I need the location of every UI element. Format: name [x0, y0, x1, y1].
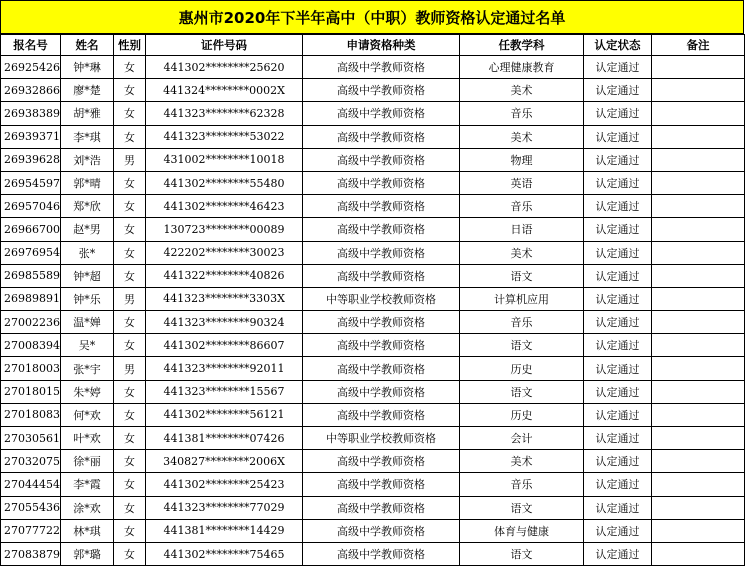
table-row — [1, 334, 745, 357]
name-cell[interactable]: 李*琪 — [61, 125, 114, 148]
name-cell[interactable]: 徐*丽 — [61, 450, 114, 473]
status-cell[interactable]: 认定通过 — [584, 403, 652, 426]
table-row — [1, 311, 745, 334]
table-row — [1, 542, 745, 565]
application-no-cell[interactable]: 26939371 — [1, 125, 61, 148]
gender-cell[interactable]: 女 — [114, 334, 146, 357]
table-row — [1, 264, 745, 287]
subject-cell[interactable]: 会计 — [460, 427, 584, 450]
name-cell[interactable]: 刘*浩 — [61, 148, 114, 171]
qualification-type-cell[interactable]: 高级中学教师资格 — [303, 311, 460, 334]
status-cell[interactable]: 认定通过 — [584, 473, 652, 496]
subject-cell[interactable]: 日语 — [460, 218, 584, 241]
name-cell[interactable]: 涂*欢 — [61, 496, 114, 519]
remarks-cell[interactable] — [652, 427, 745, 450]
id-number-cell[interactable]: 441323********3303X — [146, 287, 303, 310]
status-cell[interactable]: 认定通过 — [584, 427, 652, 450]
id-number-cell[interactable]: 441302********56121 — [146, 403, 303, 426]
remarks-cell[interactable] — [652, 195, 745, 218]
status-cell[interactable]: 认定通过 — [584, 125, 652, 148]
id-number-cell[interactable]: 441302********75465 — [146, 542, 303, 565]
table-row — [1, 519, 745, 542]
remarks-cell[interactable] — [652, 102, 745, 125]
name-cell[interactable]: 张* — [61, 241, 114, 264]
remarks-cell[interactable] — [652, 287, 745, 310]
subject-cell[interactable]: 英语 — [460, 171, 584, 194]
qualification-type-cell[interactable]: 高级中学教师资格 — [303, 542, 460, 565]
gender-cell[interactable]: 女 — [114, 264, 146, 287]
status-cell[interactable]: 认定通过 — [584, 195, 652, 218]
table-row — [1, 125, 745, 148]
id-number-cell[interactable]: 441323********15567 — [146, 380, 303, 403]
table-row — [1, 79, 745, 102]
id-number-cell[interactable]: 441381********07426 — [146, 427, 303, 450]
status-cell[interactable]: 认定通过 — [584, 380, 652, 403]
gender-cell[interactable]: 女 — [114, 56, 146, 79]
name-cell[interactable]: 钟*超 — [61, 264, 114, 287]
subject-cell[interactable]: 音乐 — [460, 473, 584, 496]
qualification-type-cell[interactable]: 高级中学教师资格 — [303, 171, 460, 194]
subject-cell[interactable]: 美术 — [460, 125, 584, 148]
remarks-cell[interactable] — [652, 311, 745, 334]
gender-cell[interactable]: 男 — [114, 148, 146, 171]
remarks-cell[interactable] — [652, 148, 745, 171]
table-row — [1, 148, 745, 171]
table-row — [1, 403, 745, 426]
subject-cell[interactable]: 体育与健康 — [460, 519, 584, 542]
qualification-type-cell[interactable]: 高级中学教师资格 — [303, 102, 460, 125]
table-row — [1, 357, 745, 380]
name-cell[interactable]: 郭*晴 — [61, 171, 114, 194]
id-number-cell[interactable]: 441302********55480 — [146, 171, 303, 194]
qualification-type-cell[interactable]: 高级中学教师资格 — [303, 125, 460, 148]
table-row — [1, 450, 745, 473]
id-number-cell[interactable]: 441322********40826 — [146, 264, 303, 287]
id-number-cell[interactable]: 431002********10018 — [146, 148, 303, 171]
remarks-cell[interactable] — [652, 241, 745, 264]
subject-cell[interactable]: 语文 — [460, 380, 584, 403]
name-cell[interactable]: 叶*欢 — [61, 427, 114, 450]
application-no-cell[interactable]: 27032075 — [1, 450, 61, 473]
gender-cell[interactable]: 男 — [114, 357, 146, 380]
application-no-cell[interactable]: 27083879 — [1, 542, 61, 565]
id-number-cell[interactable]: 441323********90324 — [146, 311, 303, 334]
subject-cell[interactable]: 美术 — [460, 79, 584, 102]
gender-cell[interactable]: 女 — [114, 542, 146, 565]
status-cell[interactable]: 认定通过 — [584, 287, 652, 310]
gender-cell[interactable]: 女 — [114, 450, 146, 473]
remarks-cell[interactable] — [652, 403, 745, 426]
remarks-cell[interactable] — [652, 473, 745, 496]
table-row — [1, 241, 745, 264]
id-number-cell[interactable]: 422202********30023 — [146, 241, 303, 264]
gender-cell[interactable]: 女 — [114, 218, 146, 241]
status-cell[interactable]: 认定通过 — [584, 311, 652, 334]
gender-cell[interactable]: 女 — [114, 125, 146, 148]
column-header-id-number[interactable]: 证件号码 — [146, 35, 303, 56]
id-number-cell[interactable]: 441323********62328 — [146, 102, 303, 125]
column-header-subject[interactable]: 任教学科 — [460, 35, 584, 56]
status-cell[interactable]: 认定通过 — [584, 542, 652, 565]
table-row — [1, 287, 745, 310]
approval-list-table — [0, 34, 745, 566]
gender-cell[interactable]: 女 — [114, 380, 146, 403]
name-cell[interactable]: 胡*雅 — [61, 102, 114, 125]
gender-cell[interactable]: 女 — [114, 195, 146, 218]
name-cell[interactable]: 郭*璐 — [61, 542, 114, 565]
subject-cell[interactable]: 语文 — [460, 542, 584, 565]
gender-cell[interactable]: 女 — [114, 311, 146, 334]
id-number-cell[interactable]: 441302********25620 — [146, 56, 303, 79]
gender-cell[interactable]: 女 — [114, 403, 146, 426]
table-row — [1, 427, 745, 450]
name-cell[interactable]: 钟*琳 — [61, 56, 114, 79]
qualification-type-cell[interactable]: 高级中学教师资格 — [303, 357, 460, 380]
name-cell[interactable]: 钟*乐 — [61, 287, 114, 310]
qualification-type-cell[interactable]: 高级中学教师资格 — [303, 241, 460, 264]
application-no-cell[interactable]: 27018003 — [1, 357, 61, 380]
remarks-cell[interactable] — [652, 334, 745, 357]
id-number-cell[interactable]: 441302********25423 — [146, 473, 303, 496]
gender-cell[interactable]: 女 — [114, 496, 146, 519]
application-no-cell[interactable]: 26976954 — [1, 241, 61, 264]
qualification-type-cell[interactable]: 中等职业学校教师资格 — [303, 427, 460, 450]
table-row — [1, 102, 745, 125]
status-cell[interactable]: 认定通过 — [584, 56, 652, 79]
remarks-cell[interactable] — [652, 450, 745, 473]
status-cell[interactable]: 认定通过 — [584, 264, 652, 287]
header-row — [1, 35, 745, 56]
column-header-name[interactable]: 姓名 — [61, 35, 114, 56]
subject-cell[interactable]: 语文 — [460, 496, 584, 519]
status-cell[interactable]: 认定通过 — [584, 241, 652, 264]
application-no-cell[interactable]: 27018083 — [1, 403, 61, 426]
subject-cell[interactable]: 美术 — [460, 450, 584, 473]
remarks-cell[interactable] — [652, 496, 745, 519]
application-no-cell[interactable]: 26938389 — [1, 102, 61, 125]
subject-cell[interactable]: 语文 — [460, 334, 584, 357]
qualification-type-cell[interactable]: 高级中学教师资格 — [303, 148, 460, 171]
table-row — [1, 380, 745, 403]
qualification-type-cell[interactable]: 高级中学教师资格 — [303, 56, 460, 79]
subject-cell[interactable]: 语文 — [460, 264, 584, 287]
column-header-qualification-type[interactable]: 申请资格种类 — [303, 35, 460, 56]
application-no-cell[interactable]: 27030561 — [1, 427, 61, 450]
name-cell[interactable]: 赵*男 — [61, 218, 114, 241]
qualification-type-cell[interactable]: 高级中学教师资格 — [303, 264, 460, 287]
remarks-cell[interactable] — [652, 56, 745, 79]
sheet-title: 惠州市2020年下半年高中（中职）教师资格认定通过名单 — [0, 0, 744, 34]
id-number-cell[interactable]: 441323********53022 — [146, 125, 303, 148]
application-no-cell[interactable]: 26957046 — [1, 195, 61, 218]
qualification-type-cell[interactable]: 高级中学教师资格 — [303, 195, 460, 218]
gender-cell[interactable]: 女 — [114, 171, 146, 194]
table-row — [1, 56, 745, 79]
table-row — [1, 195, 745, 218]
status-cell[interactable]: 认定通过 — [584, 148, 652, 171]
subject-cell[interactable]: 历史 — [460, 357, 584, 380]
remarks-cell[interactable] — [652, 380, 745, 403]
remarks-cell[interactable] — [652, 79, 745, 102]
status-cell[interactable]: 认定通过 — [584, 218, 652, 241]
column-header-remarks[interactable]: 备注 — [652, 35, 745, 56]
table-row — [1, 473, 745, 496]
qualification-type-cell[interactable]: 高级中学教师资格 — [303, 380, 460, 403]
application-no-cell[interactable]: 27008394 — [1, 334, 61, 357]
application-no-cell[interactable]: 27044454 — [1, 473, 61, 496]
remarks-cell[interactable] — [652, 171, 745, 194]
subject-cell[interactable]: 心理健康教育 — [460, 56, 584, 79]
qualification-type-cell[interactable]: 高级中学教师资格 — [303, 450, 460, 473]
name-cell[interactable]: 廖*楚 — [61, 79, 114, 102]
remarks-cell[interactable] — [652, 542, 745, 565]
id-number-cell[interactable]: 441324********0002X — [146, 79, 303, 102]
application-no-cell[interactable]: 26939628 — [1, 148, 61, 171]
application-no-cell[interactable]: 26966700 — [1, 218, 61, 241]
application-no-cell[interactable]: 27055436 — [1, 496, 61, 519]
application-no-cell[interactable]: 27018015 — [1, 380, 61, 403]
table-row — [1, 171, 745, 194]
qualification-type-cell[interactable]: 中等职业学校教师资格 — [303, 287, 460, 310]
name-cell[interactable]: 温*婵 — [61, 311, 114, 334]
remarks-cell[interactable] — [652, 357, 745, 380]
status-cell[interactable]: 认定通过 — [584, 519, 652, 542]
id-number-cell[interactable]: 441323********92011 — [146, 357, 303, 380]
status-cell[interactable]: 认定通过 — [584, 357, 652, 380]
name-cell[interactable]: 张*宇 — [61, 357, 114, 380]
application-no-cell[interactable]: 27002236 — [1, 311, 61, 334]
name-cell[interactable]: 李*霞 — [61, 473, 114, 496]
name-cell[interactable]: 何*欢 — [61, 403, 114, 426]
subject-cell[interactable]: 物理 — [460, 148, 584, 171]
application-no-cell[interactable]: 26985589 — [1, 264, 61, 287]
id-number-cell[interactable]: 441323********77029 — [146, 496, 303, 519]
application-no-cell[interactable]: 26989891 — [1, 287, 61, 310]
qualification-type-cell[interactable]: 高级中学教师资格 — [303, 473, 460, 496]
status-cell[interactable]: 认定通过 — [584, 79, 652, 102]
gender-cell[interactable]: 女 — [114, 519, 146, 542]
name-cell[interactable]: 朱*婷 — [61, 380, 114, 403]
gender-cell[interactable]: 女 — [114, 427, 146, 450]
column-header-gender[interactable]: 性别 — [114, 35, 146, 56]
name-cell[interactable]: 郑*欣 — [61, 195, 114, 218]
gender-cell[interactable]: 男 — [114, 287, 146, 310]
gender-cell[interactable]: 女 — [114, 473, 146, 496]
qualification-type-cell[interactable]: 高级中学教师资格 — [303, 218, 460, 241]
status-cell[interactable]: 认定通过 — [584, 450, 652, 473]
qualification-type-cell[interactable]: 高级中学教师资格 — [303, 79, 460, 102]
qualification-type-cell[interactable]: 高级中学教师资格 — [303, 496, 460, 519]
gender-cell[interactable]: 女 — [114, 241, 146, 264]
name-cell[interactable]: 吴* — [61, 334, 114, 357]
table-row — [1, 218, 745, 241]
subject-cell[interactable]: 美术 — [460, 241, 584, 264]
remarks-cell[interactable] — [652, 264, 745, 287]
qualification-type-cell[interactable]: 高级中学教师资格 — [303, 334, 460, 357]
remarks-cell[interactable] — [652, 125, 745, 148]
qualification-type-cell[interactable]: 高级中学教师资格 — [303, 403, 460, 426]
gender-cell[interactable]: 女 — [114, 102, 146, 125]
subject-cell[interactable]: 音乐 — [460, 311, 584, 334]
application-no-cell[interactable]: 26932866 — [1, 79, 61, 102]
column-header-status[interactable]: 认定状态 — [584, 35, 652, 56]
status-cell[interactable]: 认定通过 — [584, 171, 652, 194]
id-number-cell[interactable]: 441302********86607 — [146, 334, 303, 357]
table-row — [1, 496, 745, 519]
name-cell[interactable]: 林*琪 — [61, 519, 114, 542]
remarks-cell[interactable] — [652, 519, 745, 542]
application-no-cell[interactable]: 26954597 — [1, 171, 61, 194]
subject-cell[interactable]: 历史 — [460, 403, 584, 426]
subject-cell[interactable]: 音乐 — [460, 102, 584, 125]
qualification-type-cell[interactable]: 高级中学教师资格 — [303, 519, 460, 542]
application-no-cell[interactable]: 27077722 — [1, 519, 61, 542]
status-cell[interactable]: 认定通过 — [584, 496, 652, 519]
application-no-cell[interactable]: 26925426 — [1, 56, 61, 79]
id-number-cell[interactable]: 441381********14429 — [146, 519, 303, 542]
id-number-cell[interactable]: 441302********46423 — [146, 195, 303, 218]
subject-cell[interactable]: 计算机应用 — [460, 287, 584, 310]
subject-cell[interactable]: 音乐 — [460, 195, 584, 218]
gender-cell[interactable]: 女 — [114, 79, 146, 102]
id-number-cell[interactable]: 340827********2006X — [146, 450, 303, 473]
id-number-cell[interactable]: 130723********00089 — [146, 218, 303, 241]
column-header-application-no[interactable]: 报名号 — [1, 35, 61, 56]
status-cell[interactable]: 认定通过 — [584, 334, 652, 357]
remarks-cell[interactable] — [652, 218, 745, 241]
status-cell[interactable]: 认定通过 — [584, 102, 652, 125]
